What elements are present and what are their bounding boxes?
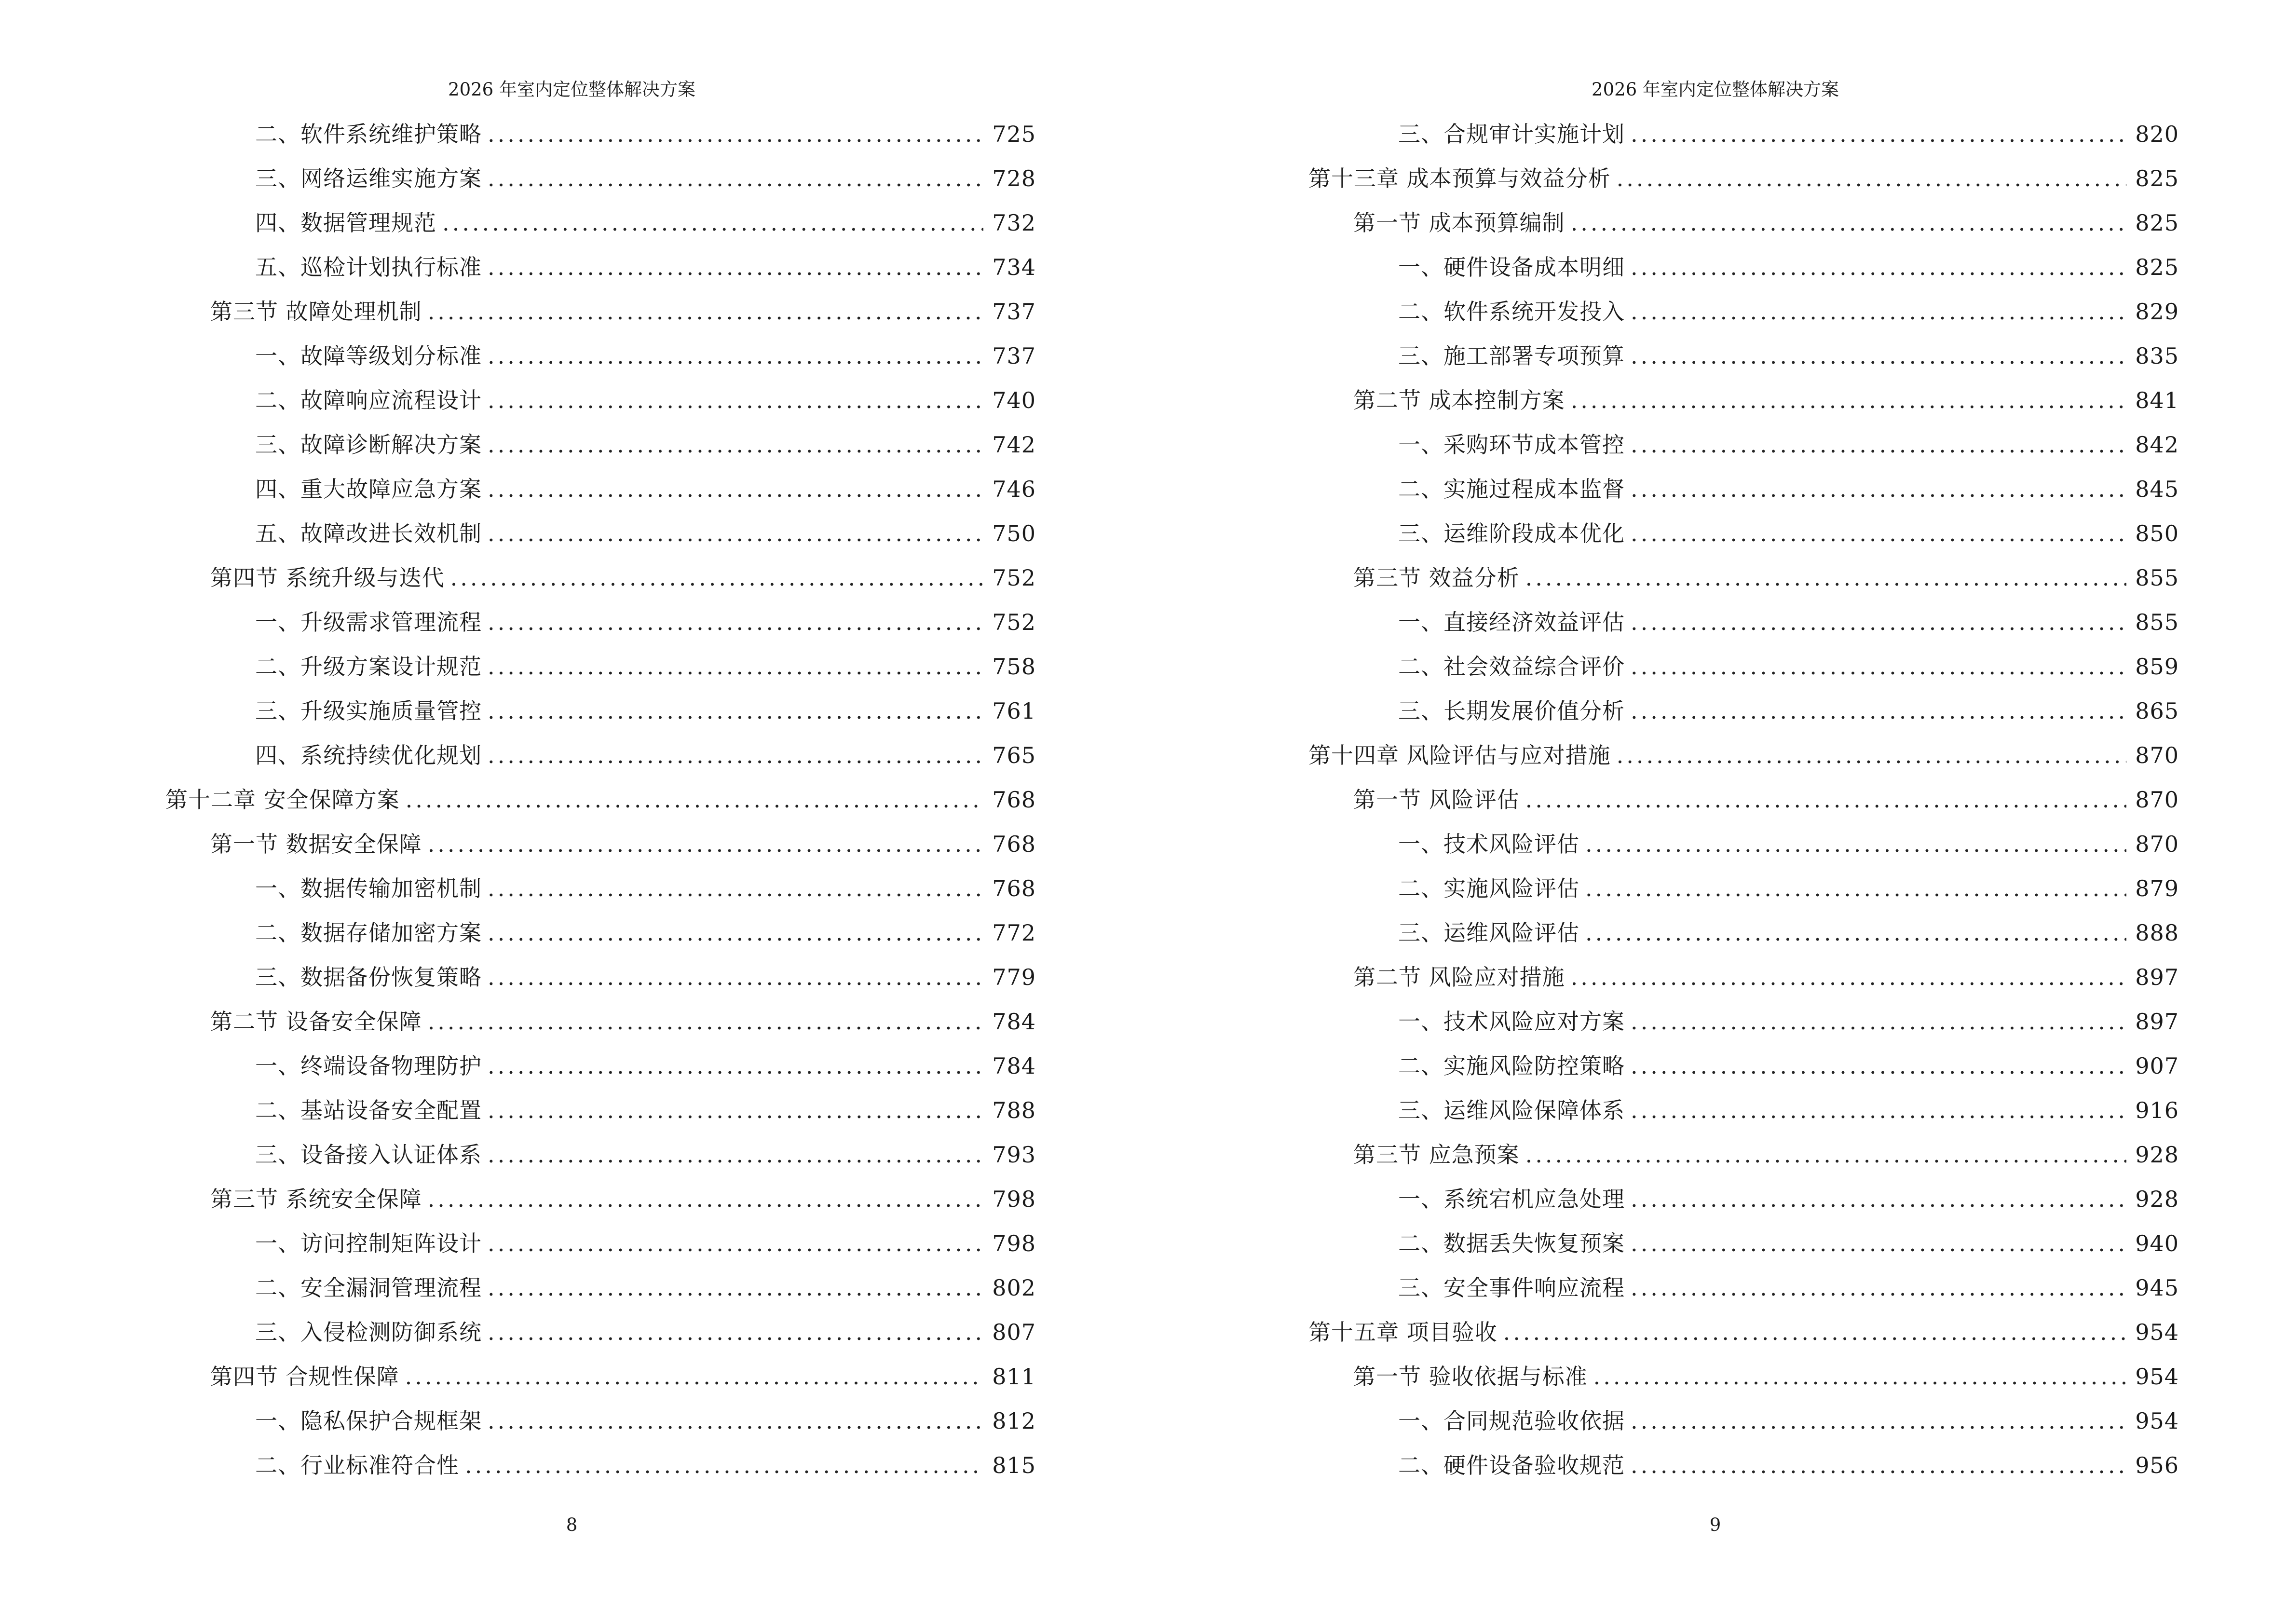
dot-leader xyxy=(488,511,983,556)
toc-entry-page-number: 752 xyxy=(992,565,1036,591)
toc-entry-page-number: 940 xyxy=(2135,1230,2179,1256)
toc-entry[interactable] xyxy=(1398,1044,2179,1088)
dot-leader xyxy=(488,423,983,467)
dot-leader xyxy=(1631,644,2126,689)
toc-entry-title: 一、访问控制矩阵设计 xyxy=(255,1230,482,1256)
toc-entry-title: 三、数据备份恢复策略 xyxy=(255,964,482,990)
toc-entry[interactable] xyxy=(255,644,1036,689)
toc-entry-page-number: 752 xyxy=(992,609,1036,635)
toc-entry-page-number: 897 xyxy=(2135,1009,2179,1035)
dot-leader xyxy=(1571,201,2127,245)
toc-entry[interactable] xyxy=(1353,556,2179,600)
toc-entry-title: 二、软件系统维护策略 xyxy=(255,121,482,147)
toc-entry[interactable] xyxy=(1398,289,2179,334)
toc-entry[interactable] xyxy=(255,334,1036,378)
dot-leader xyxy=(1631,600,2126,644)
dot-leader xyxy=(442,201,983,245)
dot-leader xyxy=(488,1221,983,1266)
toc-entry[interactable] xyxy=(255,156,1036,201)
dot-leader xyxy=(488,112,983,156)
dot-leader xyxy=(1631,1399,2126,1443)
toc-entry-page-number: 835 xyxy=(2135,343,2179,369)
toc-entry-title: 三、安全事件响应流程 xyxy=(1398,1275,1625,1301)
page-header: 2026 年室内定位整体解决方案 xyxy=(448,79,695,100)
dot-leader xyxy=(450,556,984,600)
dot-leader xyxy=(488,689,983,733)
toc-entry[interactable] xyxy=(255,1221,1036,1266)
toc-entry[interactable] xyxy=(210,1177,1036,1221)
dot-leader xyxy=(1631,423,2126,467)
toc-entry-title: 三、升级实施质量管控 xyxy=(255,698,482,724)
toc-entry[interactable] xyxy=(1398,1088,2179,1133)
toc-entry-page-number: 888 xyxy=(2135,920,2179,946)
toc-entry-title: 三、网络运维实施方案 xyxy=(255,165,482,191)
toc-entry-title: 三、长期发展价值分析 xyxy=(1398,698,1625,724)
toc-entry-title: 三、运维风险评估 xyxy=(1398,920,1579,946)
toc-entry[interactable] xyxy=(1398,423,2179,467)
dot-leader xyxy=(428,822,984,866)
toc-entry[interactable] xyxy=(255,1088,1036,1133)
toc-entry-page-number: 793 xyxy=(992,1142,1036,1168)
toc-entry-page-number: 737 xyxy=(992,299,1036,325)
toc-entry-title: 二、升级方案设计规范 xyxy=(255,654,482,680)
toc-entry-title: 二、行业标准符合性 xyxy=(255,1452,459,1478)
toc-entry-page-number: 772 xyxy=(992,920,1036,946)
dot-leader xyxy=(488,644,983,689)
toc-entry[interactable] xyxy=(210,822,1036,866)
toc-entry-title: 三、故障诊断解决方案 xyxy=(255,432,482,458)
toc-entry-title: 五、故障改进长效机制 xyxy=(255,520,482,546)
toc-entry-page-number: 802 xyxy=(992,1275,1036,1301)
toc-entry[interactable] xyxy=(1398,334,2179,378)
toc-entry[interactable] xyxy=(1398,1177,2179,1221)
toc-entry-title: 二、基站设备安全配置 xyxy=(255,1097,482,1123)
dot-leader xyxy=(488,1044,983,1088)
toc-entry[interactable] xyxy=(255,1399,1036,1443)
dot-leader xyxy=(1571,955,2127,999)
toc-entry-page-number: 815 xyxy=(992,1452,1036,1478)
dot-leader xyxy=(1631,467,2126,511)
toc-entry-page-number: 768 xyxy=(992,875,1036,901)
toc-entry[interactable] xyxy=(255,1133,1036,1177)
toc-entry-page-number: 916 xyxy=(2135,1097,2179,1123)
toc-entry-page-number: 784 xyxy=(992,1009,1036,1035)
toc-entry-title: 一、数据传输加密机制 xyxy=(255,875,482,901)
toc-entry[interactable] xyxy=(1398,644,2179,689)
dot-leader xyxy=(488,600,983,644)
dot-leader xyxy=(1631,245,2126,289)
toc-entry-title: 二、社会效益综合评价 xyxy=(1398,654,1625,680)
dot-leader xyxy=(1631,334,2126,378)
toc-entry-title: 第十三章 成本预算与效益分析 xyxy=(1308,165,1611,191)
dot-leader xyxy=(1631,1088,2126,1133)
toc-entry-page-number: 768 xyxy=(992,787,1036,813)
dot-leader xyxy=(1525,778,2127,822)
toc-entry-page-number: 845 xyxy=(2135,476,2179,502)
toc-entry-page-number: 954 xyxy=(2135,1364,2179,1390)
toc-entry[interactable] xyxy=(255,423,1036,467)
toc-entry-page-number: 954 xyxy=(2135,1319,2179,1345)
toc-entry[interactable] xyxy=(1398,112,2179,156)
toc-entry-title: 一、采购环节成本管控 xyxy=(1398,432,1625,458)
toc-entry[interactable] xyxy=(255,600,1036,644)
toc-entry[interactable] xyxy=(1398,1443,2179,1488)
dot-leader xyxy=(1631,1443,2126,1488)
toc-entry-page-number: 812 xyxy=(992,1408,1036,1434)
toc-entry-page-number: 954 xyxy=(2135,1408,2179,1434)
toc-entry-page-number: 865 xyxy=(2135,698,2179,724)
toc-entry-title: 一、直接经济效益评估 xyxy=(1398,609,1625,635)
toc-entry[interactable] xyxy=(1308,733,2179,778)
toc-entry[interactable] xyxy=(1398,999,2179,1044)
toc-entry-title: 第三节 故障处理机制 xyxy=(210,299,422,325)
dot-leader xyxy=(1525,556,2127,600)
toc-entry-page-number: 750 xyxy=(992,520,1036,546)
toc-entry[interactable] xyxy=(210,999,1036,1044)
toc-entry-title: 一、技术风险评估 xyxy=(1398,831,1579,857)
toc-entry[interactable] xyxy=(1398,689,2179,733)
toc-entry-title: 二、实施过程成本监督 xyxy=(1398,476,1625,502)
toc-entry-page-number: 732 xyxy=(992,210,1036,236)
toc-entry[interactable] xyxy=(1353,955,2179,999)
toc-entry-title: 二、数据存储加密方案 xyxy=(255,920,482,946)
toc-entry-page-number: 725 xyxy=(992,121,1036,147)
toc-entry-title: 一、升级需求管理流程 xyxy=(255,609,482,635)
dot-leader xyxy=(1617,156,2127,201)
toc-entry-title: 一、故障等级划分标准 xyxy=(255,343,482,369)
toc-entry[interactable] xyxy=(1398,1221,2179,1266)
toc-entry-title: 二、安全漏洞管理流程 xyxy=(255,1275,482,1301)
toc-entry[interactable] xyxy=(1353,1354,2179,1399)
toc-entry-title: 一、系统宕机应急处理 xyxy=(1398,1186,1625,1212)
toc-entry-title: 二、软件系统开发投入 xyxy=(1398,299,1625,325)
dot-leader xyxy=(488,1088,983,1133)
toc-entry-page-number: 734 xyxy=(992,254,1036,280)
dot-leader xyxy=(1631,689,2126,733)
toc-entry[interactable] xyxy=(255,1044,1036,1088)
dot-leader xyxy=(488,378,983,423)
toc-entry-page-number: 758 xyxy=(992,654,1036,680)
dot-leader xyxy=(1631,289,2126,334)
toc-entry-title: 第四节 系统升级与迭代 xyxy=(210,565,445,591)
toc-entry-title: 二、实施风险评估 xyxy=(1398,875,1579,901)
dot-leader xyxy=(488,911,983,955)
toc-entry[interactable] xyxy=(210,556,1036,600)
dot-leader xyxy=(488,245,983,289)
dot-leader xyxy=(1617,733,2127,778)
toc-entry-page-number: 765 xyxy=(992,742,1036,768)
toc-entry-title: 第二节 设备安全保障 xyxy=(210,1009,422,1035)
toc-entry[interactable] xyxy=(255,911,1036,955)
toc-entry-page-number: 956 xyxy=(2135,1452,2179,1478)
toc-entry-page-number: 855 xyxy=(2135,565,2179,591)
toc-entry-title: 第四节 合规性保障 xyxy=(210,1364,399,1390)
toc-entry-page-number: 825 xyxy=(2135,165,2179,191)
dot-leader xyxy=(1593,1354,2127,1399)
toc-entry-page-number: 798 xyxy=(992,1230,1036,1256)
toc-entry-title: 四、系统持续优化规划 xyxy=(255,742,482,768)
toc-entry-title: 第一节 风险评估 xyxy=(1353,787,1520,813)
toc-entry[interactable] xyxy=(255,378,1036,423)
dot-leader xyxy=(488,1310,983,1354)
toc-entry-title: 二、实施风险防控策略 xyxy=(1398,1053,1625,1079)
toc-entry-page-number: 842 xyxy=(2135,432,2179,458)
dot-leader xyxy=(488,467,983,511)
toc-entry[interactable] xyxy=(1398,1399,2179,1443)
toc-entry-title: 三、运维阶段成本优化 xyxy=(1398,520,1625,546)
toc-entry[interactable] xyxy=(1353,378,2179,423)
toc-entry-title: 三、运维风险保障体系 xyxy=(1398,1097,1625,1123)
toc-entry-page-number: 779 xyxy=(992,964,1036,990)
toc-entry[interactable] xyxy=(255,1310,1036,1354)
toc-entry[interactable] xyxy=(255,955,1036,999)
dot-leader xyxy=(1585,866,2126,911)
dot-leader xyxy=(428,289,984,334)
toc-entry[interactable] xyxy=(255,1443,1036,1488)
toc-entry-page-number: 825 xyxy=(2135,210,2179,236)
toc-entry-title: 第十二章 安全保障方案 xyxy=(165,787,400,813)
toc-entry-page-number: 928 xyxy=(2135,1142,2179,1168)
toc-entry-title: 第三节 效益分析 xyxy=(1353,565,1520,591)
toc-entry-title: 四、数据管理规范 xyxy=(255,210,436,236)
toc-entry-page-number: 825 xyxy=(2135,254,2179,280)
toc-entry-page-number: 859 xyxy=(2135,654,2179,680)
toc-entry-title: 一、终端设备物理防护 xyxy=(255,1053,482,1079)
toc-entry-page-number: 768 xyxy=(992,831,1036,857)
toc-entry-title: 四、重大故障应急方案 xyxy=(255,476,482,502)
dot-leader xyxy=(405,1354,984,1399)
toc-entry-title: 三、入侵检测防御系统 xyxy=(255,1319,482,1345)
toc-entry-title: 第二节 成本控制方案 xyxy=(1353,387,1565,413)
toc-entry[interactable] xyxy=(1308,1310,2179,1354)
dot-leader xyxy=(1585,911,2126,955)
dot-leader xyxy=(488,1399,983,1443)
toc-entry-page-number: 746 xyxy=(992,476,1036,502)
toc-entry-page-number: 761 xyxy=(992,698,1036,724)
toc-entry-title: 二、硬件设备验收规范 xyxy=(1398,1452,1625,1478)
toc-entry-page-number: 742 xyxy=(992,432,1036,458)
toc-entry-title: 五、巡检计划执行标准 xyxy=(255,254,482,280)
toc-entry-title: 三、设备接入认证体系 xyxy=(255,1142,482,1168)
toc-entry-page-number: 907 xyxy=(2135,1053,2179,1079)
toc-entry-title: 第三节 系统安全保障 xyxy=(210,1186,422,1212)
toc-entry-page-number: 850 xyxy=(2135,520,2179,546)
dot-leader xyxy=(428,1177,984,1221)
dot-leader xyxy=(1503,1310,2127,1354)
toc-entry[interactable] xyxy=(255,467,1036,511)
toc-entry[interactable] xyxy=(1398,911,2179,955)
dot-leader xyxy=(1525,1133,2127,1177)
toc-entry-title: 一、硬件设备成本明细 xyxy=(1398,254,1625,280)
toc-entry-page-number: 897 xyxy=(2135,964,2179,990)
dot-leader xyxy=(1631,999,2126,1044)
dot-leader xyxy=(1631,1177,2126,1221)
dot-leader xyxy=(1631,1266,2126,1310)
toc-entry[interactable] xyxy=(1353,778,2179,822)
toc-entry-title: 第二节 风险应对措施 xyxy=(1353,964,1565,990)
dot-leader xyxy=(465,1443,983,1488)
toc-entry[interactable] xyxy=(255,733,1036,778)
page-number: 9 xyxy=(1709,1515,1721,1535)
dot-leader xyxy=(488,866,983,911)
toc-entry[interactable] xyxy=(255,1266,1036,1310)
dot-leader xyxy=(488,1133,983,1177)
toc-entry-page-number: 928 xyxy=(2135,1186,2179,1212)
toc-entry-page-number: 870 xyxy=(2135,787,2179,813)
dot-leader xyxy=(1631,511,2126,556)
toc-entry-title: 二、故障响应流程设计 xyxy=(255,387,482,413)
toc-entry-page-number: 870 xyxy=(2135,742,2179,768)
toc-entry-page-number: 855 xyxy=(2135,609,2179,635)
toc-entry-title: 三、施工部署专项预算 xyxy=(1398,343,1625,369)
toc-entry-page-number: 737 xyxy=(992,343,1036,369)
toc-entry[interactable] xyxy=(165,778,1036,822)
toc-entry-page-number: 841 xyxy=(2135,387,2179,413)
dot-leader xyxy=(1631,1221,2126,1266)
toc-entry-page-number: 788 xyxy=(992,1097,1036,1123)
toc-entry[interactable] xyxy=(1398,511,2179,556)
toc-entry[interactable] xyxy=(1308,156,2179,201)
toc-entry-title: 第十五章 项目验收 xyxy=(1308,1319,1497,1345)
toc-entry[interactable] xyxy=(1398,600,2179,644)
dot-leader xyxy=(1631,112,2126,156)
dot-leader xyxy=(406,778,984,822)
toc-entry-page-number: 798 xyxy=(992,1186,1036,1212)
toc-entry[interactable] xyxy=(1398,866,2179,911)
toc-entry[interactable] xyxy=(255,201,1036,245)
toc-entry-page-number: 784 xyxy=(992,1053,1036,1079)
toc-entry[interactable] xyxy=(1398,822,2179,866)
toc-entry[interactable] xyxy=(210,1354,1036,1399)
toc-entry-title: 第一节 验收依据与标准 xyxy=(1353,1364,1588,1390)
dot-leader xyxy=(1571,378,2127,423)
toc-entry-page-number: 870 xyxy=(2135,831,2179,857)
toc-entry-page-number: 945 xyxy=(2135,1275,2179,1301)
toc-entry[interactable] xyxy=(1398,245,2179,289)
toc-entry-page-number: 879 xyxy=(2135,875,2179,901)
toc-entry-page-number: 807 xyxy=(992,1319,1036,1345)
dot-leader xyxy=(428,999,984,1044)
toc-entry-page-number: 728 xyxy=(992,165,1036,191)
page-header: 2026 年室内定位整体解决方案 xyxy=(1592,79,1839,100)
dot-leader xyxy=(1631,1044,2126,1088)
toc-entry-title: 第三节 应急预案 xyxy=(1353,1142,1520,1168)
toc-entry-title: 第一节 成本预算编制 xyxy=(1353,210,1565,236)
dot-leader xyxy=(488,156,983,201)
page-right xyxy=(1144,0,2287,1624)
toc-entry[interactable] xyxy=(1398,1266,2179,1310)
dot-leader xyxy=(1585,822,2126,866)
toc-entry[interactable] xyxy=(255,866,1036,911)
dot-leader xyxy=(488,955,983,999)
toc-entry-title: 一、技术风险应对方案 xyxy=(1398,1009,1625,1035)
toc-entry-page-number: 811 xyxy=(992,1364,1036,1390)
toc-entry[interactable] xyxy=(1353,201,2179,245)
toc-entry[interactable] xyxy=(255,689,1036,733)
page-number: 8 xyxy=(566,1515,578,1535)
toc-entry-page-number: 820 xyxy=(2135,121,2179,147)
toc-entry[interactable] xyxy=(255,112,1036,156)
toc-entry-page-number: 829 xyxy=(2135,299,2179,325)
dot-leader xyxy=(488,334,983,378)
toc-entry-title: 一、隐私保护合规框架 xyxy=(255,1408,482,1434)
toc-entry[interactable] xyxy=(255,511,1036,556)
toc-entry-title: 一、合同规范验收依据 xyxy=(1398,1408,1625,1434)
toc-entry-title: 第十四章 风险评估与应对措施 xyxy=(1308,742,1611,768)
toc-entry-title: 二、数据丢失恢复预案 xyxy=(1398,1230,1625,1256)
toc-entry-title: 第一节 数据安全保障 xyxy=(210,831,422,857)
toc-entry[interactable] xyxy=(1353,1133,2179,1177)
toc-entry-page-number: 740 xyxy=(992,387,1036,413)
dot-leader xyxy=(488,733,983,778)
toc-entry[interactable] xyxy=(210,289,1036,334)
toc-entry[interactable] xyxy=(255,245,1036,289)
dot-leader xyxy=(488,1266,983,1310)
toc-entry-title: 三、合规审计实施计划 xyxy=(1398,121,1625,147)
toc-entry[interactable] xyxy=(1398,467,2179,511)
